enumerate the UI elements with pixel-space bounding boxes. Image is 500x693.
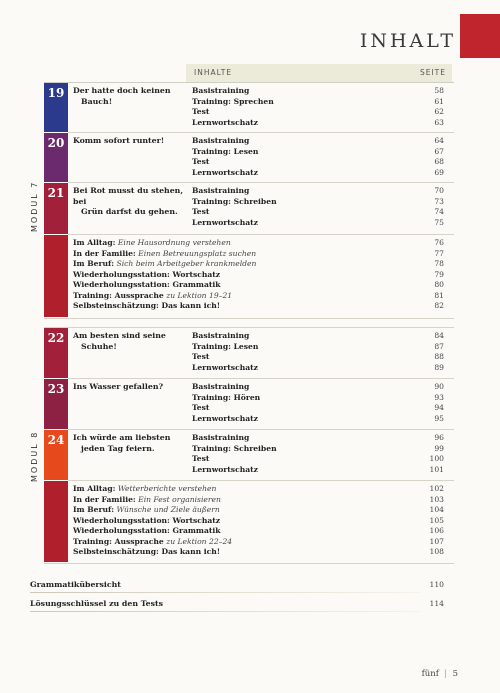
lesson-22-number: 22	[47, 331, 65, 345]
modul-8-label: MODUL 8	[30, 430, 39, 482]
lesson-23-title[interactable]: Ins Wasser gefallen?	[73, 382, 164, 391]
appendix-loesungsschluessel[interactable]: Lösungsschlüssel zu den Tests	[30, 599, 163, 608]
page-footer: fünf | 5	[421, 669, 458, 679]
divider	[44, 318, 454, 319]
modul-7-extras-pages: 76 77 78 79 80 81 82	[434, 238, 444, 310]
modul-8-extras-bar	[44, 481, 68, 562]
divider	[68, 182, 454, 183]
lesson-21-title[interactable]: Bei Rot musst du stehen, bei Grün darfst du gehen.	[73, 186, 184, 216]
lesson-20-title[interactable]: Komm sofort runter!	[73, 136, 165, 145]
divider	[44, 327, 454, 328]
divider	[44, 563, 454, 564]
column-header-seite: SEITE	[419, 68, 446, 77]
lesson-19-pages: 58 61 62 63	[434, 86, 444, 127]
divider	[68, 480, 454, 481]
lesson-22-title[interactable]: Am besten sind seine Schuhe!	[73, 331, 166, 351]
lesson-19-title[interactable]: Der hatte doch keinen Bauch!	[73, 86, 171, 106]
lesson-20-number: 20	[47, 136, 65, 150]
lesson-21-pages: 70 73 74 75	[434, 186, 444, 227]
lesson-19-items[interactable]: Basistraining Training: Sprechen Test Lernwortschatz	[192, 86, 274, 127]
divider	[68, 429, 454, 430]
lesson-24-title[interactable]: Ich würde am liebsten jeden Tag feiern.	[73, 433, 171, 453]
divider	[68, 378, 454, 379]
appendix-grammatik-page: 110	[429, 580, 444, 589]
section-tab-marker	[460, 14, 500, 58]
divider	[68, 132, 454, 133]
header-rule	[44, 82, 454, 83]
lesson-22-pages: 84 87 88 89	[434, 331, 444, 372]
lesson-21-items[interactable]: Basistraining Training: Schreiben Test Lernwortschatz	[192, 186, 277, 227]
appendix-grammatik[interactable]: Grammatikübersicht	[30, 580, 121, 589]
modul-7-extras[interactable]: Im Alltag: Eine Hausordnung verstehen In der Familie: Einen Betreuungsplatz suchen Im Beruf: Sich beim Arbeitgeber krankmelden Wiederholungsstation: Wortschatz Wiederholungsstation: Grammatik Training: Aussprache zu Lektion 19–21 Selbsteinschätzung: Das kann ich!	[73, 238, 257, 310]
lesson-20-pages: 64 67 68 69	[434, 136, 444, 177]
lesson-22-items[interactable]: Basistraining Training: Lesen Test Lernwortschatz	[192, 331, 259, 372]
divider	[30, 592, 420, 593]
column-header-bar	[186, 64, 452, 82]
lesson-21-number: 21	[47, 186, 65, 200]
lesson-20-items[interactable]: Basistraining Training: Lesen Test Lernwortschatz	[192, 136, 259, 177]
lesson-24-number: 24	[47, 433, 65, 447]
modul-7-label: MODUL 7	[30, 180, 39, 232]
column-header-inhalte: INHALTE	[194, 68, 233, 77]
appendix-loesungsschluessel-page: 114	[429, 599, 444, 608]
lesson-24-items[interactable]: Basistraining Training: Schreiben Test Lernwortschatz	[192, 433, 277, 474]
divider	[68, 234, 454, 235]
modul-8-extras-pages: 102 103 104 105 106 107 108	[429, 484, 444, 556]
lesson-23-pages: 90 93 94 95	[434, 382, 444, 423]
modul-7-extras-bar	[44, 235, 68, 317]
lesson-23-items[interactable]: Basistraining Training: Hören Test Lernwortschatz	[192, 382, 261, 423]
divider	[30, 611, 420, 612]
lesson-19-number: 19	[47, 86, 65, 100]
page-title: INHALT	[359, 30, 456, 52]
lesson-24-pages: 96 99 100 101	[429, 433, 444, 474]
lesson-23-number: 23	[47, 382, 65, 396]
modul-8-extras[interactable]: Im Alltag: Wetterberichte verstehen In der Familie: Ein Fest organisieren Im Beruf: Wünsche und Ziele äußern Wiederholungsstation: Wortschatz Wiederholungsstation: Grammatik Training: Aussprache zu Lektion 22–24 Selbsteinschätzung: Das kann ich!	[73, 484, 233, 556]
